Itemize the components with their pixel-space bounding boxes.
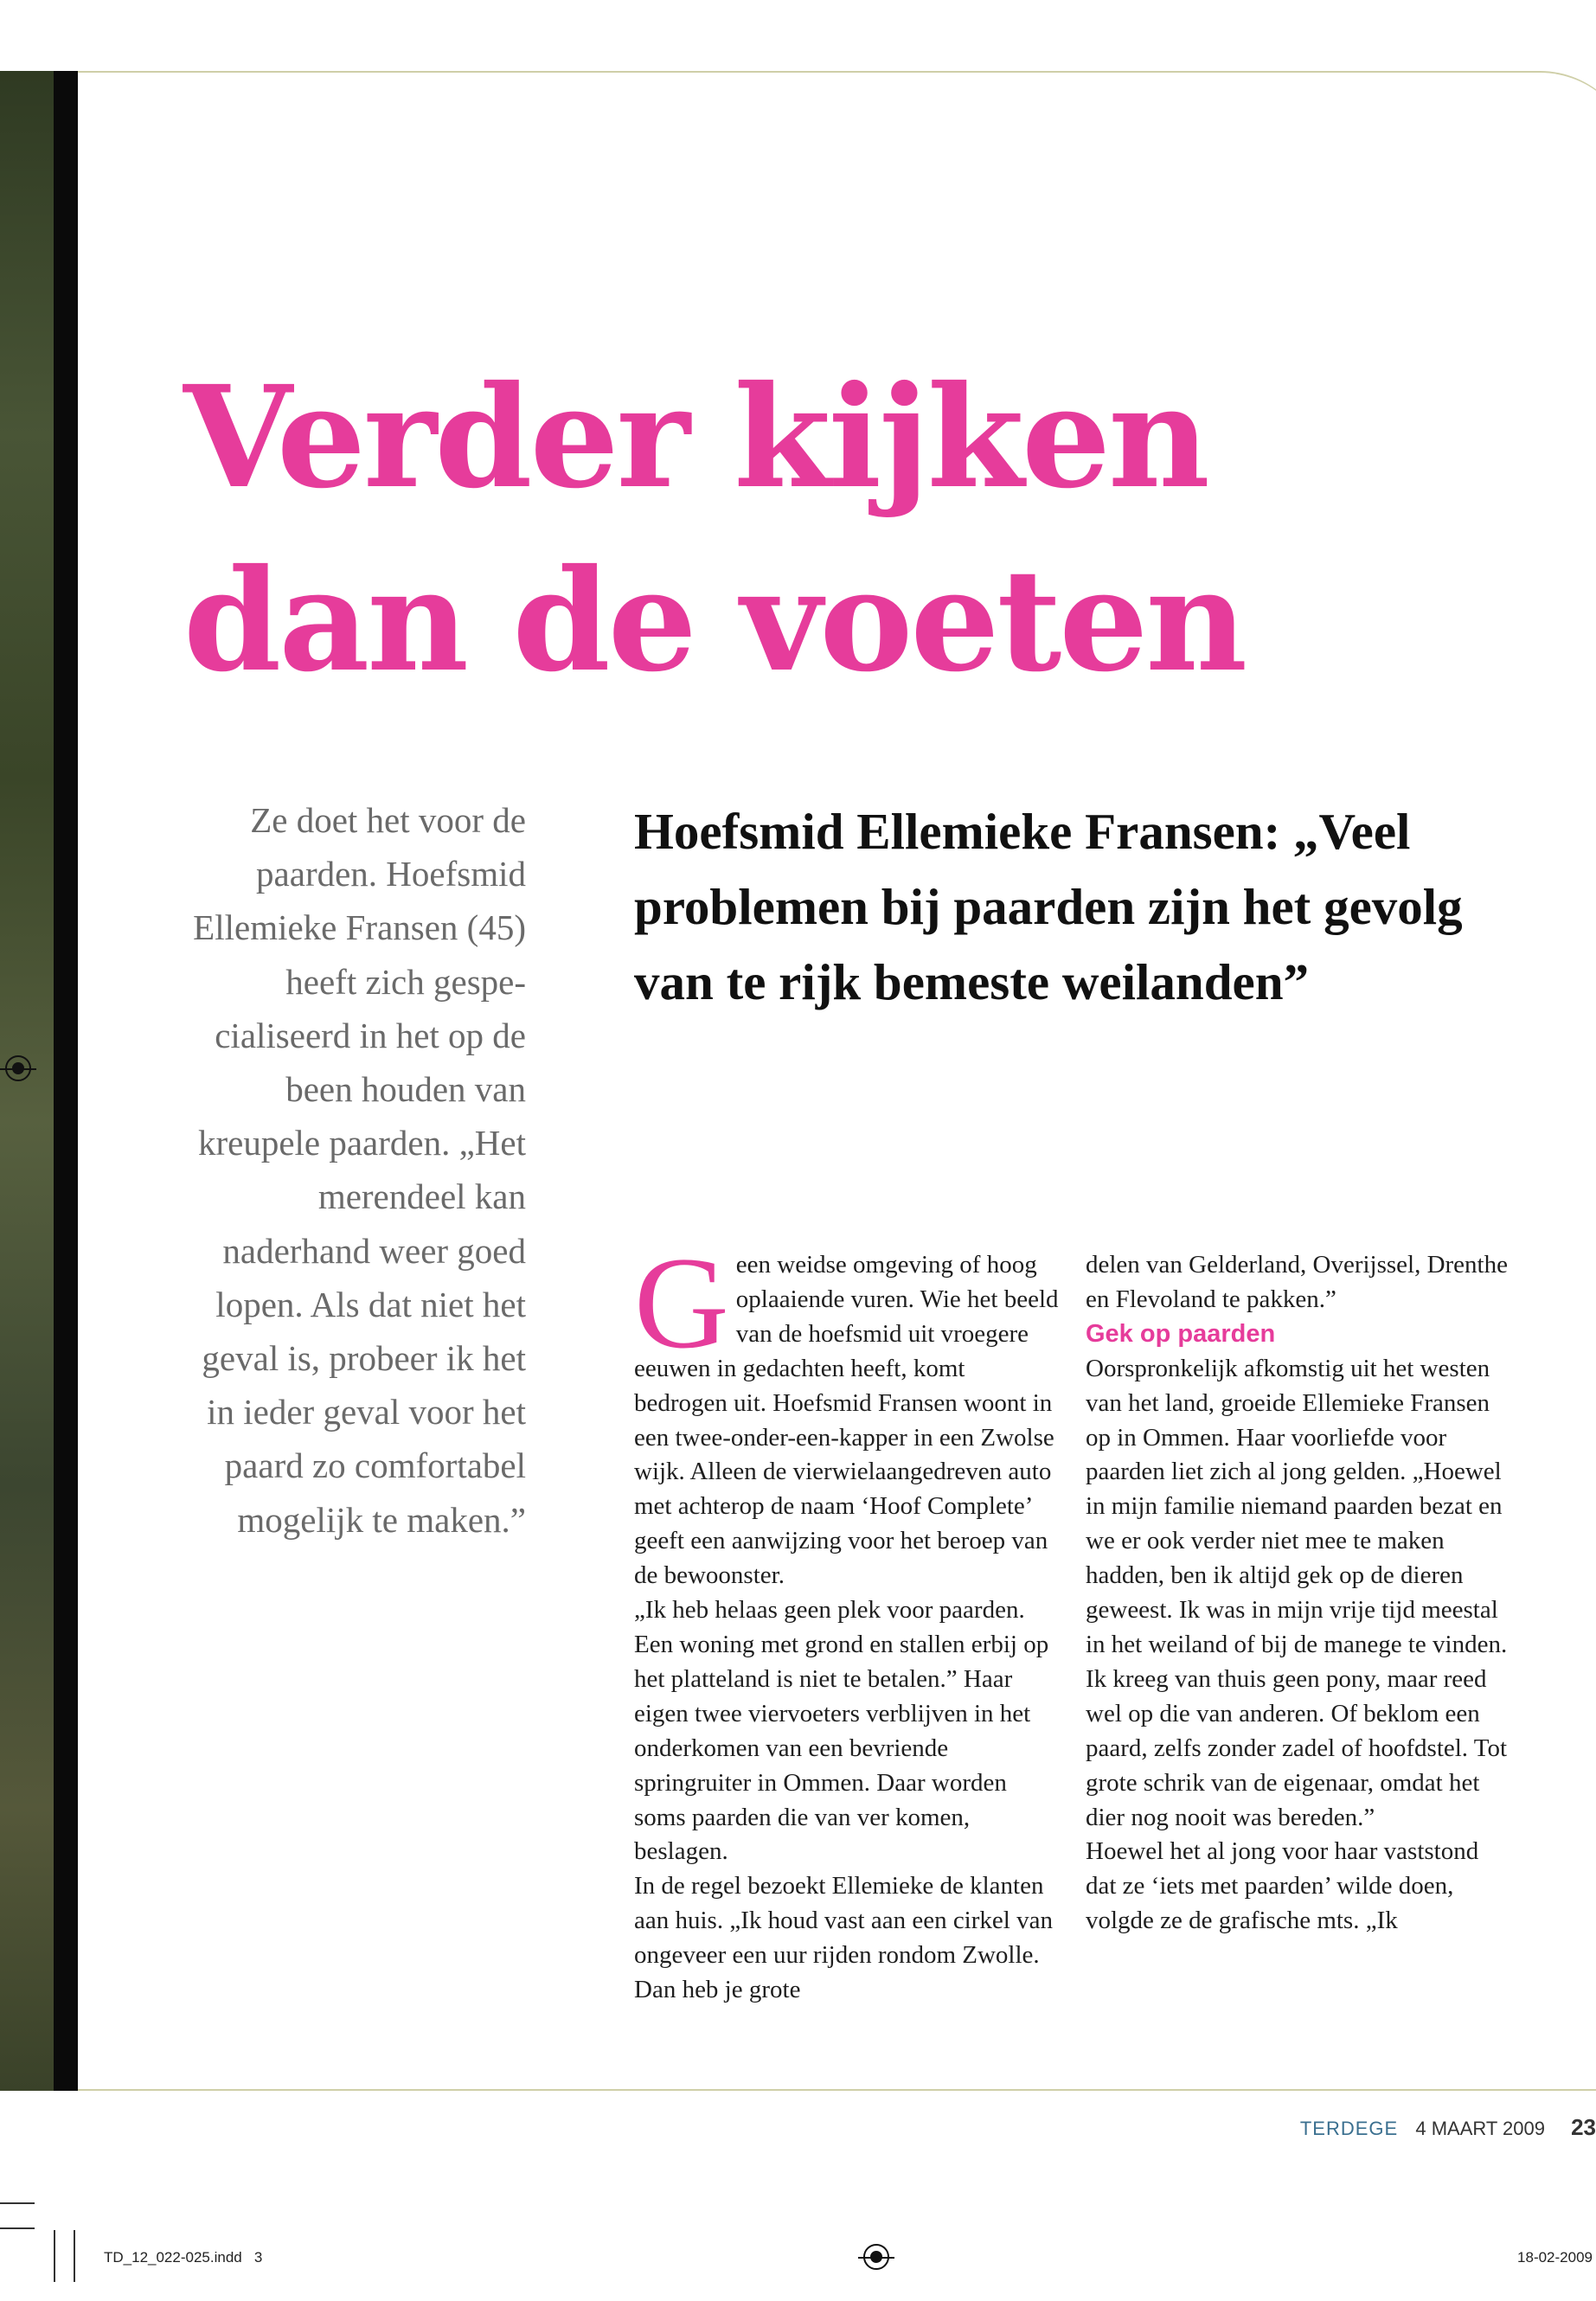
registration-mark-icon (5, 1055, 31, 1081)
crop-mark (0, 2202, 35, 2204)
body-paragraph: Oorspronkelijk afkomstig uit het westen van het land, groeide Ellemieke Fransen op in Ommen. Haar voorliefde voor paarden liet zich al jong gelden. „Hoewel in mijn familie niemand paarden bezat en we er ook verder niet mee te maken hadden, ben ik altijd gek op de dieren geweest. Ik was in mijn vrije tijd meestal in het weiland of bij de manege te vinden. Ik kreeg van thuis geen pony, maar reed wel op die van anderen. Of beklom een paard, zelfs zonder zadel of hoofdstel. Tot grote schrik van de eigenaar, omdat het dier nog nooit was bereden.” (1086, 1354, 1508, 1831)
section-heading: Gek op paarden (1086, 1319, 1276, 1348)
page-footer (1300, 2114, 1596, 2141)
body-paragraph: een weidse omgeving of hoog oplaaiende vuren. Wie het beeld van de hoefsmid uit vroegere eeuwen in gedachten heeft, komt bedrogen uit. Hoefsmid Fransen woont in een twee-onder-een-kapper in een Zwolse wijk. Alleen de vierwielaangedreven auto met achterop de naam ‘Hoof Complete’ geeft een aanwijzing voor het beroep van de bewoonster. (634, 1251, 1059, 1590)
crop-mark (54, 2230, 55, 2282)
body-paragraph: delen van Gelderland, Overijssel, Drenthe en Flevoland te pakken.” (1086, 1251, 1508, 1313)
page-number: 23 (1571, 2114, 1596, 2140)
crop-mark (0, 2227, 35, 2229)
registration-mark-icon (863, 2244, 889, 2270)
body-column-1 (634, 1230, 1062, 2008)
drop-cap: G (634, 1230, 729, 1375)
print-slug-file: TD_12_022-025.indd 3 (104, 2249, 263, 2266)
print-slug-date: 18-02-2009 (1517, 2249, 1593, 2266)
black-border-bar (54, 71, 78, 2091)
article-subheadline: Hoefsmid Ellemieke Fransen: „Veel problemen bij paarden zijn het gevolg van te rijk bemeste weilanden” (634, 803, 1463, 1010)
body-paragraph: Hoewel het al jong voor haar vaststond dat ze ‘iets met paarden’ wilde doen, volgde ze de grafische mts. „Ik (1086, 1837, 1479, 1935)
issue-date: 4 MAART 2009 (1415, 2118, 1545, 2139)
body-column-2 (1086, 1248, 1514, 1939)
photo-edge-strip (0, 71, 54, 2091)
crop-mark (74, 2230, 75, 2282)
body-paragraph: „Ik heb helaas geen plek voor paarden. Een woning met grond en stallen erbij op het platteland is niet te betalen.” Haar eigen twee viervoeters verblijven in het onderkomen van een bevriende springruiter in Ommen. Daar worden soms paarden die van ver komen, beslagen. (634, 1596, 1049, 1866)
body-paragraph: In de regel bezoekt Ellemieke de klanten aan huis. „Ik houd vast aan een cirkel van ongeveer een uur rijden rondom Zwolle. Dan heb je grote (634, 1872, 1053, 2004)
magazine-name: TERDEGE (1299, 2118, 1399, 2139)
article-headline: Verder kijken dan de voeten (183, 356, 1246, 703)
article-intro: Ze doet het voor de paarden. Hoefsmid Ellemieke Fransen (45) heeft zich gespe-cialiseerd in het op de been houden van kreupele paarden. „Het merendeel kan naderhand weer goed lopen. Als dat niet het geval is, probeer ik het in ieder geval voor het paard zo comfortabel mogelijk te maken.” (193, 800, 526, 1540)
